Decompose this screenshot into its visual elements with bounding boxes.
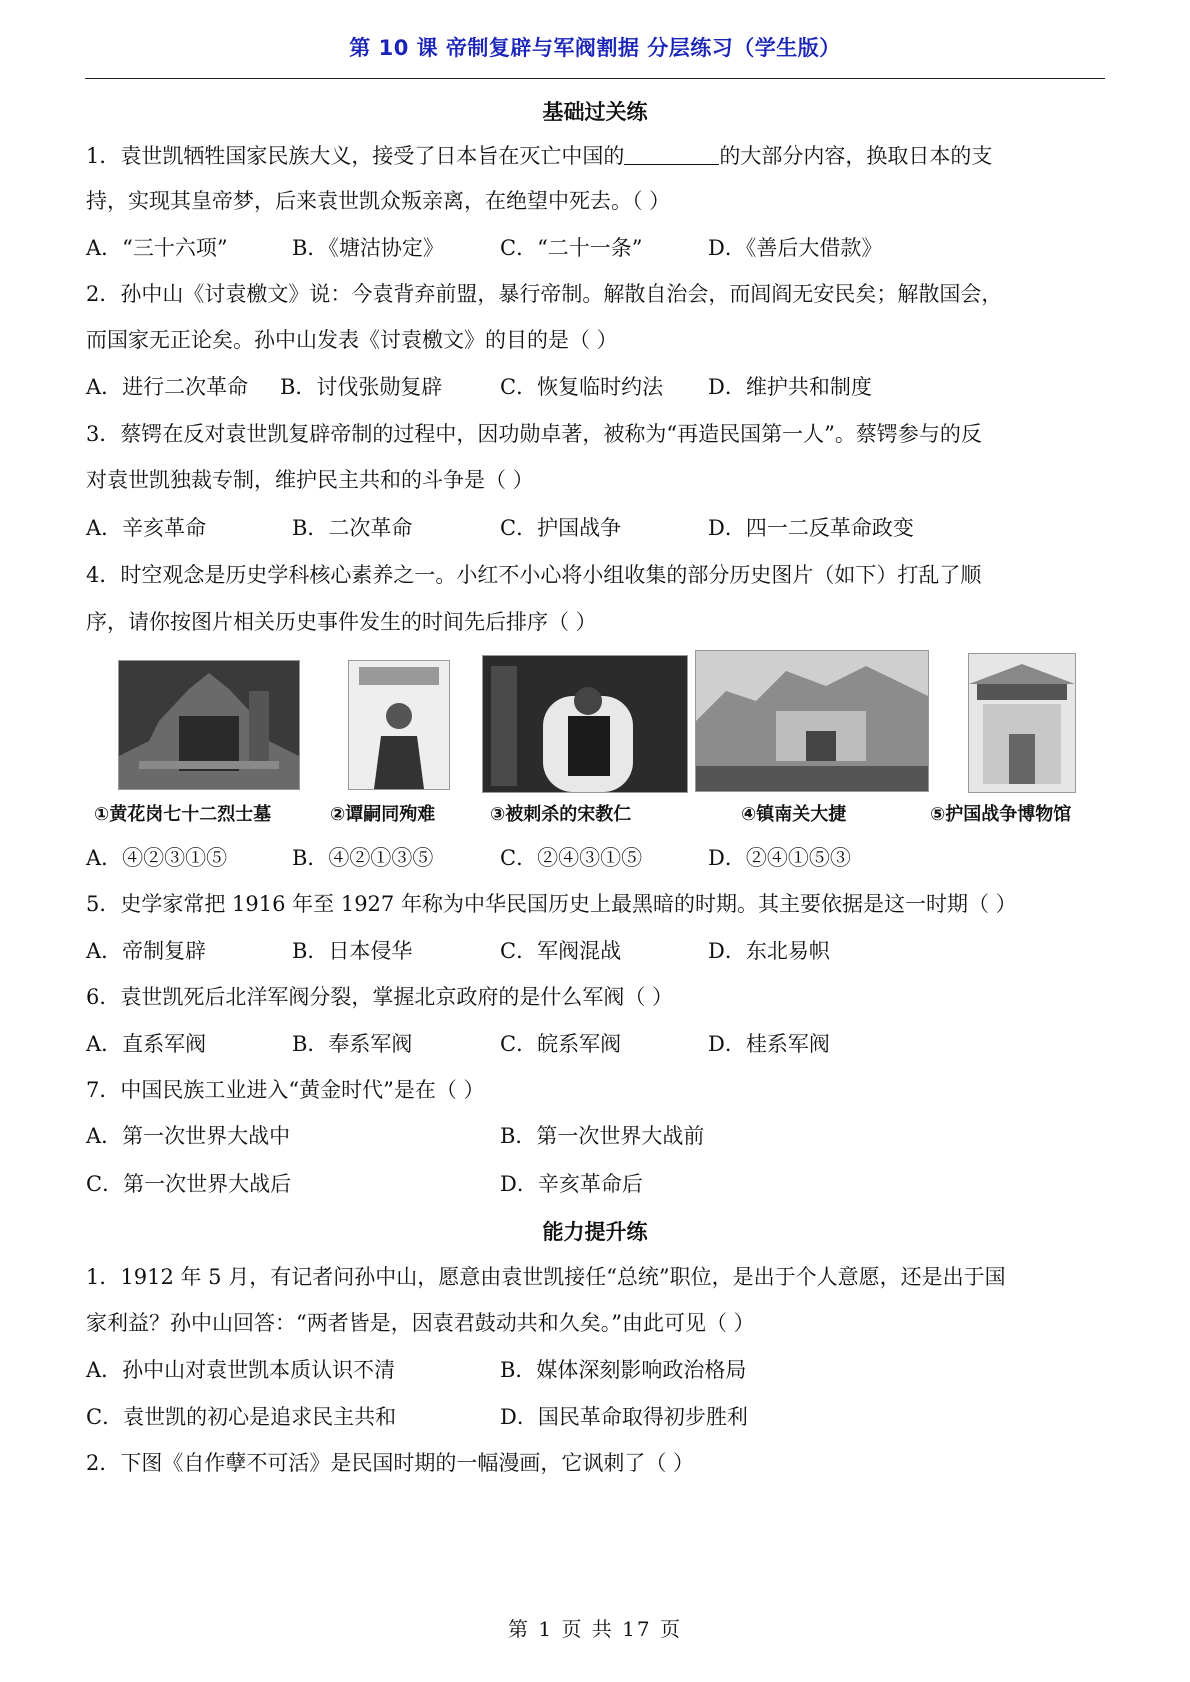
q4-option-b: B．④②①③⑤ [292, 846, 434, 870]
q4-option-a: A．④②③①⑤ [86, 846, 228, 870]
q6-option-d: D．桂系军阀 [708, 1032, 830, 1056]
adv-question-1-line-1: 1．1912 年 5 月，有记者问孙中山，愿意由袁世凯接任“总统”职位，是出于个人意愿，还是出于国 [86, 1265, 1006, 1289]
q6-option-b: B．奉系军阀 [292, 1032, 413, 1056]
question-1-line-1 [86, 141, 992, 171]
q6-option-a: A．直系军阀 [86, 1032, 207, 1056]
question-6-line-1: 6．袁世凯死后北洋军阀分裂，掌握北京政府的是什么军阀（ ） [86, 985, 674, 1009]
q2-option-d: D．维护共和制度 [708, 375, 872, 399]
question-text: 的大部分内容，换取日本的支 [719, 144, 993, 168]
photo-zhennanguan [695, 650, 929, 792]
caption-4: ④镇南关大捷 [741, 804, 847, 825]
q3-option-d: D．四一二反革命政变 [708, 516, 914, 540]
section-heading-basic: 基础过关练 [542, 100, 648, 124]
q7-option-c: C．第一次世界大战后 [86, 1172, 292, 1196]
q7-option-d: D．辛亥革命后 [500, 1172, 643, 1196]
q4-option-c: C．②④③①⑤ [500, 846, 643, 870]
photo-huanghuagang-tomb [118, 660, 300, 790]
q5-option-c: C．军阀混战 [500, 939, 622, 963]
q1-option-b: B．《塘沽协定》 [292, 236, 444, 260]
adv-question-2-line-1: 2．下图《自作孽不可活》是民国时期的一幅漫画，它讽刺了（ ） [86, 1451, 695, 1475]
q7-option-b: B．第一次世界大战前 [500, 1124, 705, 1148]
question-1-line-2: 持，实现其皇帝梦，后来袁世凯众叛亲离，在绝望中死去。（ ） [86, 189, 671, 213]
page-title: 第 10 课 帝制复辟与军阀割据 分层练习（学生版） [349, 36, 841, 60]
adv-q1-option-d: D．国民革命取得初步胜利 [500, 1405, 748, 1429]
photo-huguo-museum [968, 653, 1076, 793]
caption-3: ③被刺杀的宋教仁 [490, 804, 632, 825]
q1-option-a: A．“三十六项” [86, 236, 228, 260]
question-2-line-2: 而国家无正论矣。孙中山发表《讨袁檄文》的目的是（ ） [86, 328, 618, 352]
question-3-line-1: 3．蔡锷在反对袁世凯复辟帝制的过程中，因功勋卓著，被称为“再造民国第一人”。蔡锷参与的反 [86, 422, 982, 446]
question-4-line-1: 4．时空观念是历史学科核心素养之一。小红不小心将小组收集的部分历史图片（如下）打乱了顺 [86, 563, 982, 587]
q7-option-a: A．第一次世界大战中 [86, 1124, 291, 1148]
q1-option-c: C．“二十一条” [500, 236, 643, 260]
caption-5: ⑤护国战争博物馆 [930, 804, 1072, 825]
q3-option-c: C．护国战争 [500, 516, 622, 540]
question-text: 1．袁世凯牺牲国家民族大义，接受了日本旨在灭亡中国的 [86, 144, 625, 168]
q3-option-b: B．二次革命 [292, 516, 413, 540]
page-footer: 第 1 页 共 17 页 [508, 1617, 682, 1641]
caption-2: ②谭嗣同殉难 [330, 804, 436, 825]
question-7-line-1: 7．中国民族工业进入“黄金时代”是在（ ） [86, 1078, 485, 1102]
adv-question-1-line-2: 家利益？孙中山回答：“两者皆是，因袁君鼓动共和久矣。”由此可见（ ） [86, 1311, 755, 1335]
q2-option-a: A．进行二次革命 [86, 375, 249, 399]
photo-song-jiaoren [482, 655, 688, 793]
q4-option-d: D．②④①⑤③ [708, 846, 851, 870]
q5-option-d: D．东北易帜 [708, 939, 830, 963]
q2-option-c: C．恢复临时约法 [500, 375, 664, 399]
photo-tan-sitong [348, 660, 450, 790]
question-2-line-1: 2．孙中山《讨袁檄文》说：今袁背弃前盟，暴行帝制。解散自治会，而闾阎无安民矣；解散国会， [86, 282, 1003, 306]
adv-q1-option-b: B．媒体深刻影响政治格局 [500, 1358, 747, 1382]
answer-blank [624, 142, 719, 165]
q3-option-a: A．辛亥革命 [86, 516, 207, 540]
caption-1: ①黄花岗七十二烈士墓 [94, 804, 272, 825]
q2-option-b: B．讨伐张勋复辟 [280, 375, 443, 399]
question-3-line-2: 对袁世凯独裁专制，维护民主共和的斗争是（ ） [86, 468, 534, 492]
adv-q1-option-a: A．孙中山对袁世凯本质认识不清 [86, 1358, 396, 1382]
q1-option-d: D．《善后大借款》 [708, 236, 883, 260]
title-divider [85, 78, 1105, 79]
q5-option-a: A．帝制复辟 [86, 939, 207, 963]
q5-option-b: B．日本侵华 [292, 939, 413, 963]
q6-option-c: C．皖系军阀 [500, 1032, 622, 1056]
question-5-line-1: 5．史学家常把 1916 年至 1927 年称为中华民国历史上最黑暗的时期。其主要依据是这一时期（ ） [86, 892, 1017, 916]
adv-q1-option-c: C．袁世凯的初心是追求民主共和 [86, 1405, 397, 1429]
section-heading-advanced: 能力提升练 [542, 1220, 648, 1244]
question-4-line-2: 序，请你按图片相关历史事件发生的时间先后排序（ ） [86, 610, 597, 634]
